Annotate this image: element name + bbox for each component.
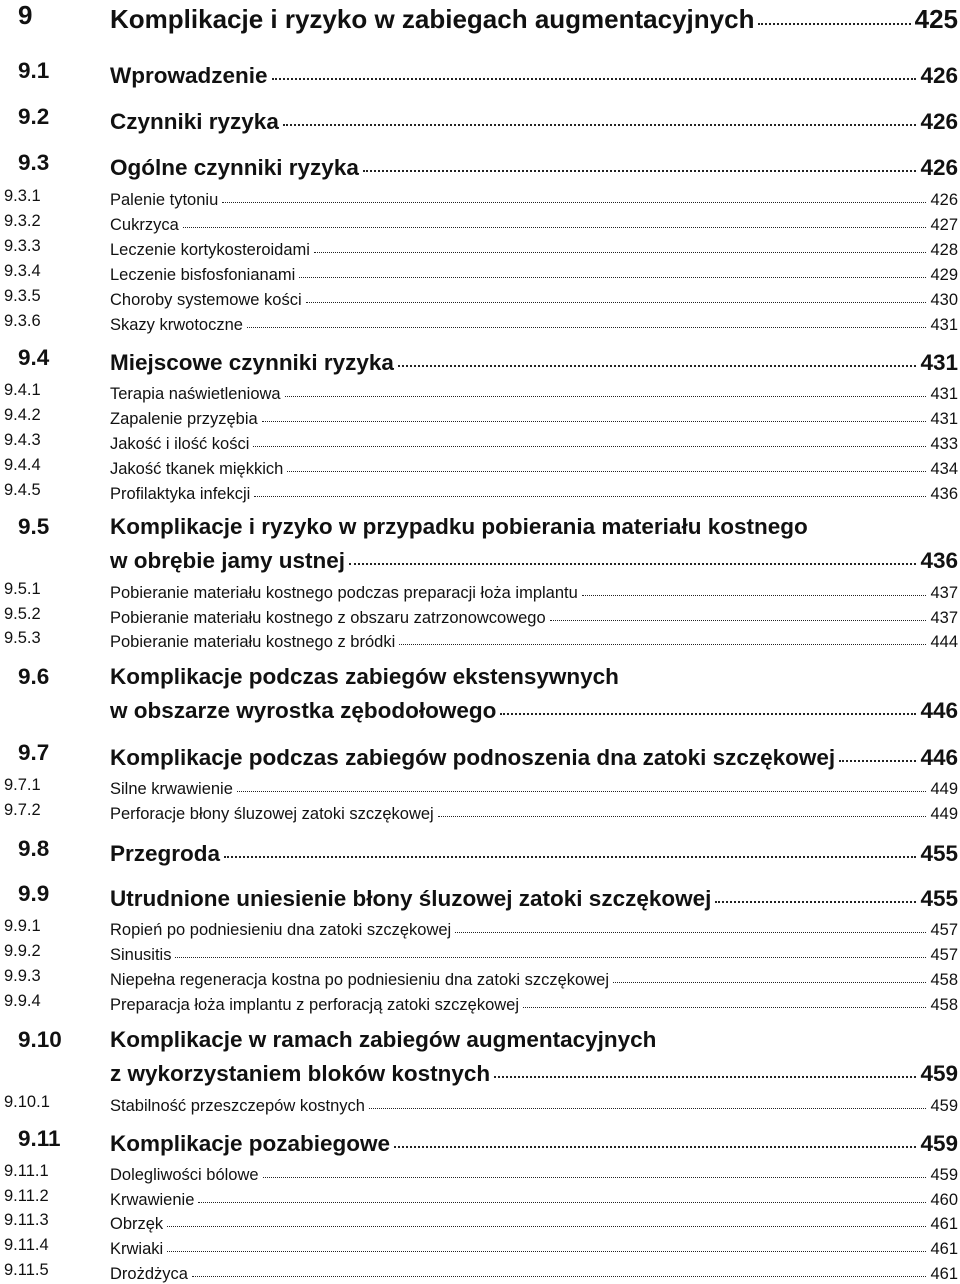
entry-title: Jakość tkanek miękkich xyxy=(110,459,284,478)
entry-number: 9.5 xyxy=(18,514,50,539)
page-number: 437 xyxy=(930,583,958,602)
entry-title: z wykorzystaniem bloków kostnych xyxy=(110,1060,491,1086)
dot-leader xyxy=(183,210,927,228)
entry-number: 9.3.4 xyxy=(4,262,41,280)
entry-title: Palenie tytoniu xyxy=(110,190,219,209)
page-number: 425 xyxy=(914,4,958,34)
entry-number: 9.9.3 xyxy=(4,967,41,985)
dot-leader xyxy=(167,1209,926,1227)
entry-title: Choroby systemowe kości xyxy=(110,290,302,309)
page-number: 460 xyxy=(930,1190,958,1209)
dot-leader xyxy=(398,342,917,367)
page-number: 426 xyxy=(920,154,958,180)
page-number: 459 xyxy=(930,1165,958,1184)
entry-number: 9.11.5 xyxy=(4,1261,49,1279)
entry-title: Pobieranie materiału kostnego z bródki xyxy=(110,632,396,651)
entry-title: w obrębie jamy ustnej xyxy=(110,547,346,573)
dot-leader xyxy=(758,0,910,25)
page-number: 434 xyxy=(930,459,958,478)
page-number: 430 xyxy=(930,290,958,309)
dot-leader xyxy=(550,603,927,621)
entry-title: Komplikacje pozabiegowe xyxy=(110,1130,391,1156)
entry-number: 9.11.3 xyxy=(4,1211,49,1229)
page-number: 444 xyxy=(930,632,958,651)
page-number: 426 xyxy=(920,62,958,88)
dot-leader xyxy=(306,285,927,303)
dot-leader xyxy=(167,1234,926,1252)
entry-number: 9.5.3 xyxy=(4,629,41,647)
entry-title: Miejscowe czynniki ryzyka xyxy=(110,349,394,375)
entry-number: 9.3.1 xyxy=(4,187,41,205)
page-number: 458 xyxy=(930,995,958,1014)
page-number: 426 xyxy=(920,108,958,134)
dot-leader xyxy=(283,101,917,126)
entry-title: Komplikacje w ramach zabiegów augmentacyjnych xyxy=(110,1027,657,1052)
page-number: 446 xyxy=(920,697,958,723)
entry-number: 9 xyxy=(18,0,33,30)
entry-number: 9.4.5 xyxy=(4,481,41,499)
entry-number: 9.8 xyxy=(18,836,50,861)
dot-leader xyxy=(263,1160,927,1178)
entry-number: 9.3.3 xyxy=(4,237,41,255)
page-number: 431 xyxy=(930,409,958,428)
entry-title: Leczenie kortykosteroidami xyxy=(110,240,310,259)
entry-title: w obszarze wyrostka zębodołowego xyxy=(110,697,497,723)
entry-number: 9.11.1 xyxy=(4,1162,49,1180)
entry-title: Krwawienie xyxy=(110,1190,195,1209)
page-number: 431 xyxy=(930,384,958,403)
dot-leader xyxy=(224,833,916,858)
entry-number: 9.4.3 xyxy=(4,431,41,449)
page-number: 459 xyxy=(920,1130,958,1156)
entry-title: Preparacja łoża implantu z perforacją zatoki szczękowej xyxy=(110,995,520,1014)
page-number: 449 xyxy=(930,804,958,823)
page-number: 455 xyxy=(920,885,958,911)
dot-leader xyxy=(222,185,926,203)
entry-title: Niepełna regeneracja kostna po podniesieniu dna zatoki szczękowej xyxy=(110,970,609,989)
entry-number: 9.3.6 xyxy=(4,312,41,330)
entry-number: 9.3.5 xyxy=(4,287,41,305)
page-number: 426 xyxy=(930,190,958,209)
dot-leader xyxy=(715,878,916,903)
entry-number: 9.2 xyxy=(18,104,50,129)
dot-leader xyxy=(272,55,917,80)
entry-title: Czynniki ryzyka xyxy=(110,108,279,134)
dot-leader xyxy=(438,799,927,817)
page-number: 436 xyxy=(930,484,958,503)
entry-number: 9.7 xyxy=(18,740,50,765)
dot-leader xyxy=(455,915,926,933)
dot-leader xyxy=(394,1123,916,1148)
page-number: 459 xyxy=(930,1096,958,1115)
dot-leader xyxy=(175,940,926,958)
entry-number: 9.4.4 xyxy=(4,456,41,474)
dot-leader xyxy=(349,540,916,565)
entry-number: 9.5.1 xyxy=(4,580,41,598)
entry-title: Wprowadzenie xyxy=(110,62,268,88)
entry-title: Utrudnione uniesienie błony śluzowej zatoki szczękowej xyxy=(110,885,712,911)
dot-leader xyxy=(500,690,916,715)
dot-leader xyxy=(299,260,926,278)
entry-title: Perforacje błony śluzowej zatoki szczękowej xyxy=(110,804,434,823)
page-number: 461 xyxy=(930,1239,958,1258)
entry-title: Komplikacje i ryzyko w zabiegach augmentacyjnych xyxy=(110,4,755,34)
entry-number: 9.10.1 xyxy=(4,1093,50,1111)
page-number: 458 xyxy=(930,970,958,989)
entry-title: Komplikacje podczas zabiegów podnoszenia dna zatoki szczękowej xyxy=(110,744,836,770)
dot-leader xyxy=(237,774,927,792)
dot-leader xyxy=(247,310,927,328)
page-number: 431 xyxy=(920,349,958,375)
entry-title: Skazy krwotoczne xyxy=(110,315,243,334)
entry-title: Obrzęk xyxy=(110,1214,164,1233)
entry-number: 9.11 xyxy=(18,1126,61,1151)
entry-number: 9.11.2 xyxy=(4,1187,49,1205)
page-number: 428 xyxy=(930,240,958,259)
dot-leader xyxy=(494,1053,916,1078)
dot-leader xyxy=(613,965,926,983)
entry-number: 9.9.2 xyxy=(4,942,41,960)
entry-title: Drożdżyca xyxy=(110,1264,188,1283)
entry-title: Ropień po podniesieniu dna zatoki szczękowej xyxy=(110,920,452,939)
entry-number: 9.4 xyxy=(18,345,50,370)
dot-leader xyxy=(399,627,926,645)
entry-title: Komplikacje podczas zabiegów ekstensywnych xyxy=(110,664,619,689)
page-number: 446 xyxy=(920,744,958,770)
entry-title: Pobieranie materiału kostnego podczas preparacji łoża implantu xyxy=(110,583,578,602)
entry-title: Silne krwawienie xyxy=(110,779,233,798)
dot-leader xyxy=(363,147,917,172)
dot-leader xyxy=(582,578,927,596)
page-number: 461 xyxy=(930,1264,958,1283)
entry-number: 9.4.1 xyxy=(4,381,41,399)
page-number: 457 xyxy=(930,945,958,964)
entry-number: 9.11.4 xyxy=(4,1236,49,1254)
entry-number: 9.7.2 xyxy=(4,801,41,819)
page-number: 436 xyxy=(920,547,958,573)
entry-title: Leczenie bisfosfonianami xyxy=(110,265,296,284)
dot-leader xyxy=(198,1185,926,1203)
entry-title: Jakość i ilość kości xyxy=(110,434,250,453)
dot-leader xyxy=(285,379,927,397)
entry-number: 9.3 xyxy=(18,150,50,175)
dot-leader xyxy=(192,1259,927,1277)
entry-title: Komplikacje i ryzyko w przypadku pobierania materiału kostnego xyxy=(110,514,808,539)
dot-leader xyxy=(314,235,927,253)
page-number: 433 xyxy=(930,434,958,453)
entry-number: 9.10 xyxy=(18,1027,62,1052)
dot-leader xyxy=(287,454,926,472)
entry-title: Ogólne czynniki ryzyka xyxy=(110,154,359,180)
entry-title: Sinusitis xyxy=(110,945,172,964)
dot-leader xyxy=(253,429,926,447)
entry-title: Zapalenie przyzębia xyxy=(110,409,258,428)
page-number: 437 xyxy=(930,608,958,627)
entry-title: Stabilność przeszczepów kostnych xyxy=(110,1096,365,1115)
dot-leader xyxy=(262,404,927,422)
page-number: 455 xyxy=(920,840,958,866)
entry-title: Krwiaki xyxy=(110,1239,164,1258)
entry-number: 9.3.2 xyxy=(4,212,41,230)
dot-leader xyxy=(523,990,926,1008)
page-number: 429 xyxy=(930,265,958,284)
page-number: 459 xyxy=(920,1060,958,1086)
entry-number: 9.1 xyxy=(18,58,50,83)
entry-title: Przegroda xyxy=(110,840,221,866)
entry-number: 9.9 xyxy=(18,881,50,906)
entry-number: 9.5.2 xyxy=(4,605,41,623)
dot-leader xyxy=(839,737,916,762)
entry-title: Profilaktyka infekcji xyxy=(110,484,251,503)
entry-title: Terapia naświetleniowa xyxy=(110,384,281,403)
entry-title: Cukrzyca xyxy=(110,215,179,234)
page-number: 427 xyxy=(930,215,958,234)
dot-leader xyxy=(369,1091,927,1109)
entry-number: 9.7.1 xyxy=(4,776,41,794)
entry-number: 9.4.2 xyxy=(4,406,41,424)
page-number: 457 xyxy=(930,920,958,939)
dot-leader xyxy=(254,479,926,497)
entry-title: Pobieranie materiału kostnego z obszaru zatrzonowcowego xyxy=(110,608,546,627)
entry-number: 9.9.1 xyxy=(4,917,41,935)
page-number: 431 xyxy=(930,315,958,334)
entry-number: 9.6 xyxy=(18,664,50,689)
page-number: 449 xyxy=(930,779,958,798)
page-number: 461 xyxy=(930,1214,958,1233)
entry-number: 9.9.4 xyxy=(4,992,41,1010)
entry-title: Dolegliwości bólowe xyxy=(110,1165,259,1184)
